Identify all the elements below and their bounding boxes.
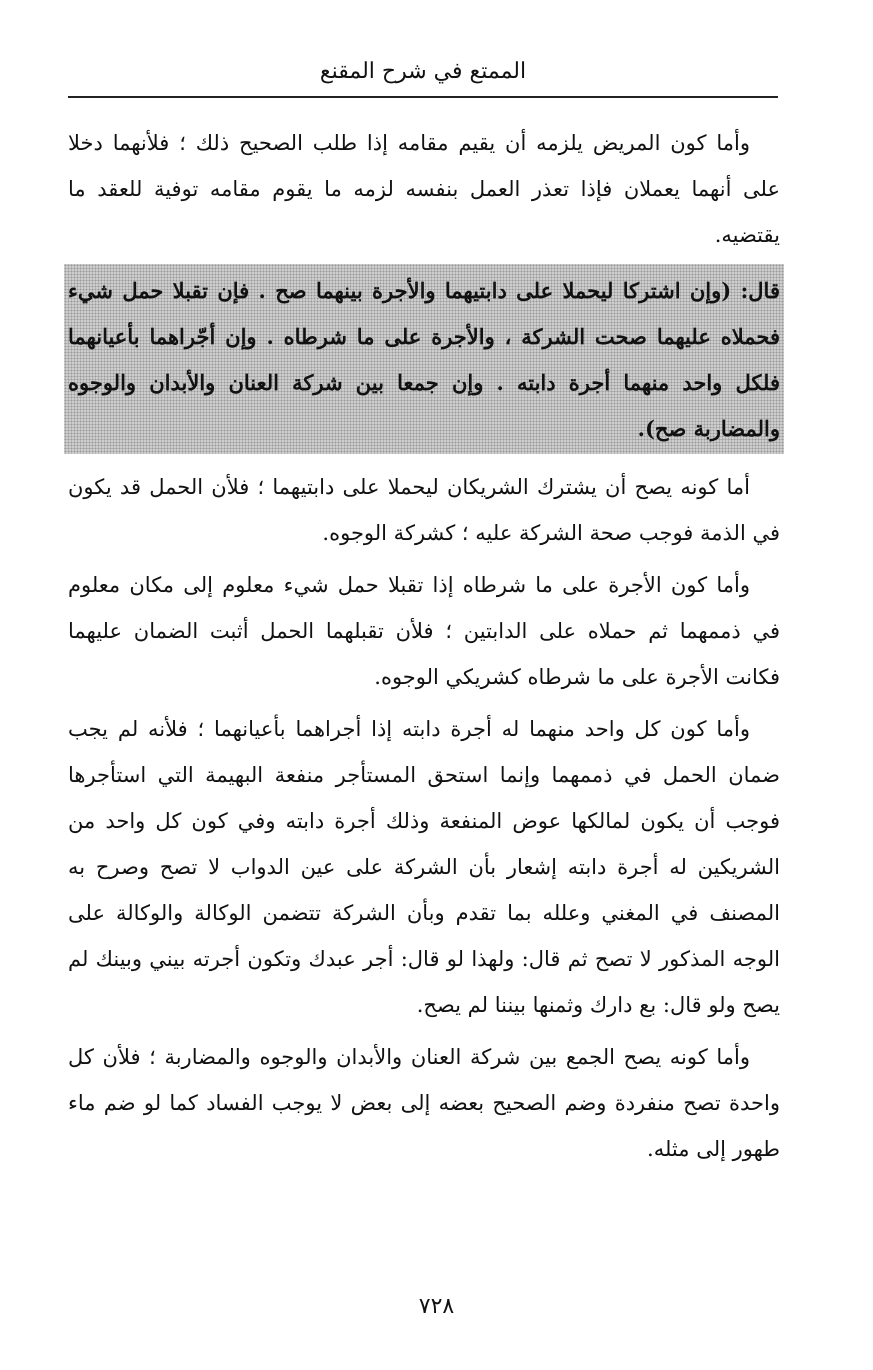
page-number: ٧٢٨	[418, 1294, 455, 1319]
paragraph-5-text: وأما كونه يصح الجمع بين شركة العنان والأبدان والوجوه والمضاربة ؛ فلأن كل واحدة تصح منفردة وضم الصحيح بعضه إلى بعض لا يوجب الفساد كما لو ضم ماء طهور إلى مثله.	[68, 1045, 780, 1161]
header-divider	[68, 96, 778, 98]
paragraph-4	[68, 706, 780, 1028]
paragraph-1	[68, 120, 780, 258]
paragraph-3-text: وأما كون الأجرة على ما شرطاه إذا تقبلا حمل شيء معلوم إلى مكان معلوم في ذممهما ثم حملاه على الدابتين ؛ فلأن تقبلهما الحمل أثبت الضمان عليهما فكانت الأجرة على ما شرطاه كشريكي الوجوه.	[68, 573, 780, 689]
paragraph-2	[68, 464, 780, 556]
paragraph-4-text: وأما كون كل واحد منهما له أجرة دابته إذا أجراهما بأعيانهما ؛ فلأنه لم يجب ضمان الحمل في ذممهما وإنما استحق المستأجر منفعة البهيمة التي استأجرها فوجب أن يكون لمالكها عوض المنفعة وذلك أجرة دابته وفي كون كل واحد من الشريكين له أجرة دابته إشعار بأن الشركة على عين الدواب لا تصح وصرح به المصنف في المغني وعلله بما تقدم وبأن الشركة تتضمن الوكالة والوكالة على الوجه المذكور لا تصح ثم قال: ولهذا لو قال: أجر عبدك وتكون أجرته بيني وبينك لم يصح ولو قال: بع دارك وثمنها بيننا لم يصح.	[68, 717, 780, 1017]
body-text	[68, 120, 780, 1172]
paragraph-3	[68, 562, 780, 700]
highlighted-quote-block	[64, 264, 784, 454]
paragraph-1-text: وأما كون المريض يلزمه أن يقيم مقامه إذا طلب الصحيح ذلك ؛ فلأنهما دخلا على أنهما يعملان فإذا تعذر العمل بنفسه لزمه ما يقوم مقامه توفية للعقد ما يقتضيه.	[68, 131, 780, 247]
running-header-title: الممتع في شرح المقنع	[319, 59, 527, 84]
quoted-matn-text: قال: (وإن اشتركا ليحملا على دابتيهما والأجرة بينهما صح . فإن تقبلا حمل شيء فحملاه عليهما صحت الشركة ، والأجرة على ما شرطاه . وإن أجّراهما بأعيانهما فلكل واحد منهما أجرة دابته . وإن جمعا بين شركة العنان والأبدان والوجوه والمضاربة صح).	[68, 278, 780, 441]
paragraph-5	[68, 1034, 780, 1172]
paragraph-2-text: أما كونه يصح أن يشترك الشريكان ليحملا على دابتيهما ؛ فلأن الحمل قد يكون في الذمة فوجب صحة الشركة عليه ؛ كشركة الوجوه.	[68, 475, 780, 545]
